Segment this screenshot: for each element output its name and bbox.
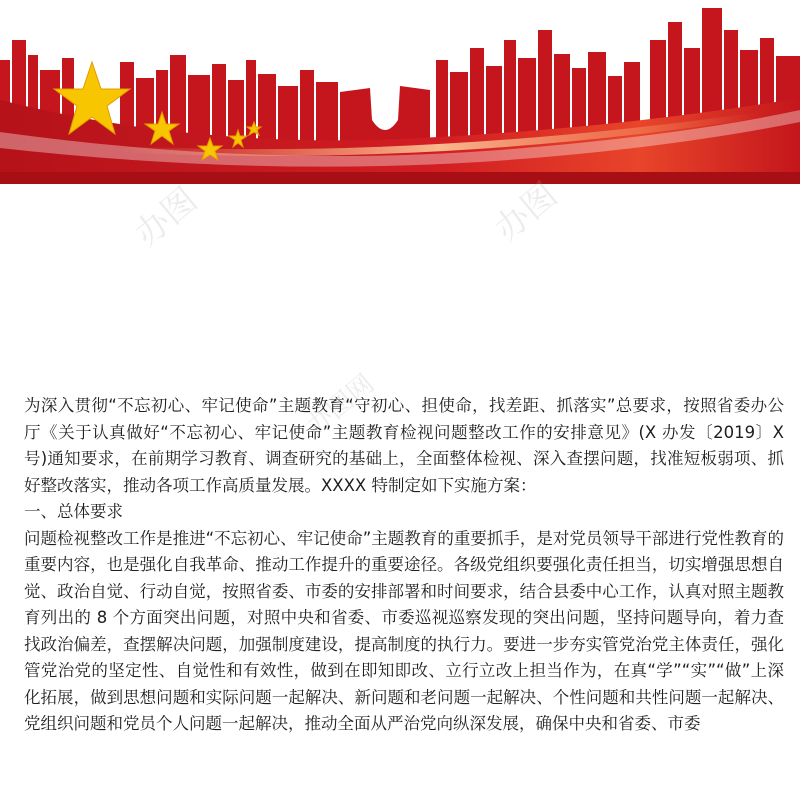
document-body [24, 393, 784, 738]
banner-graphic [0, 0, 800, 184]
watermark: 办图网 [301, 368, 381, 442]
watermark: 办图 [487, 175, 566, 250]
intro-paragraph: 为深入贯彻“不忘初心、牢记使命”主题教育“守初心、担使命，找差距、抓落实”总要求，按照省委办公厅《关于认真做好“不忘初心、牢记使命”主题教育检视问题整改工作的安排意见》(X 办发〔2019〕X 号)通知要求，在前期学习教育、调查研究的基础上，全面整体检视、深入查摆问题，找准短板弱项、抓好整改落实，推动各项工作高质量发展。XXXX 特制定如下实施方案： [24, 396, 784, 495]
section-paragraph: 问题检视整改工作是推进“不忘初心、牢记使命”主题教育的重要抓手，是对党员领导干部进行党性教育的重要内容，也是强化自我革命、推动工作提升的重要途径。各级党组织要强化责任担当，切实增强思想自觉、政治自觉、行动自觉，按照省委、市委的安排部署和时间要求，结合县委中心工作，认真对照主题教育列出的 8 个方面突出问题，对照中央和省委、市委巡视巡察发现的突出问题，坚持问题导向，着力查找政治偏差，查摆解决问题，加强制度建设，提高制度的执行力。要进一步夯实管党治党主体责任，强化管党治党的坚定性、自觉性和有效性，做到在即知即改、立行立改上担当作为，在真“学”“实”“做”上深化拓展，做到思想问题和实际问题一起解决、新问题和老问题一起解决、个性问题和共性问题一起解决、党组织问题和党员个人问题一起解决，推动全面从严治党向纵深发展，确保中央和省委、市委 [24, 528, 784, 733]
watermark: 办图 [127, 180, 206, 255]
header-banner [0, 0, 800, 184]
section-heading: 一、总体要求 [24, 502, 123, 521]
